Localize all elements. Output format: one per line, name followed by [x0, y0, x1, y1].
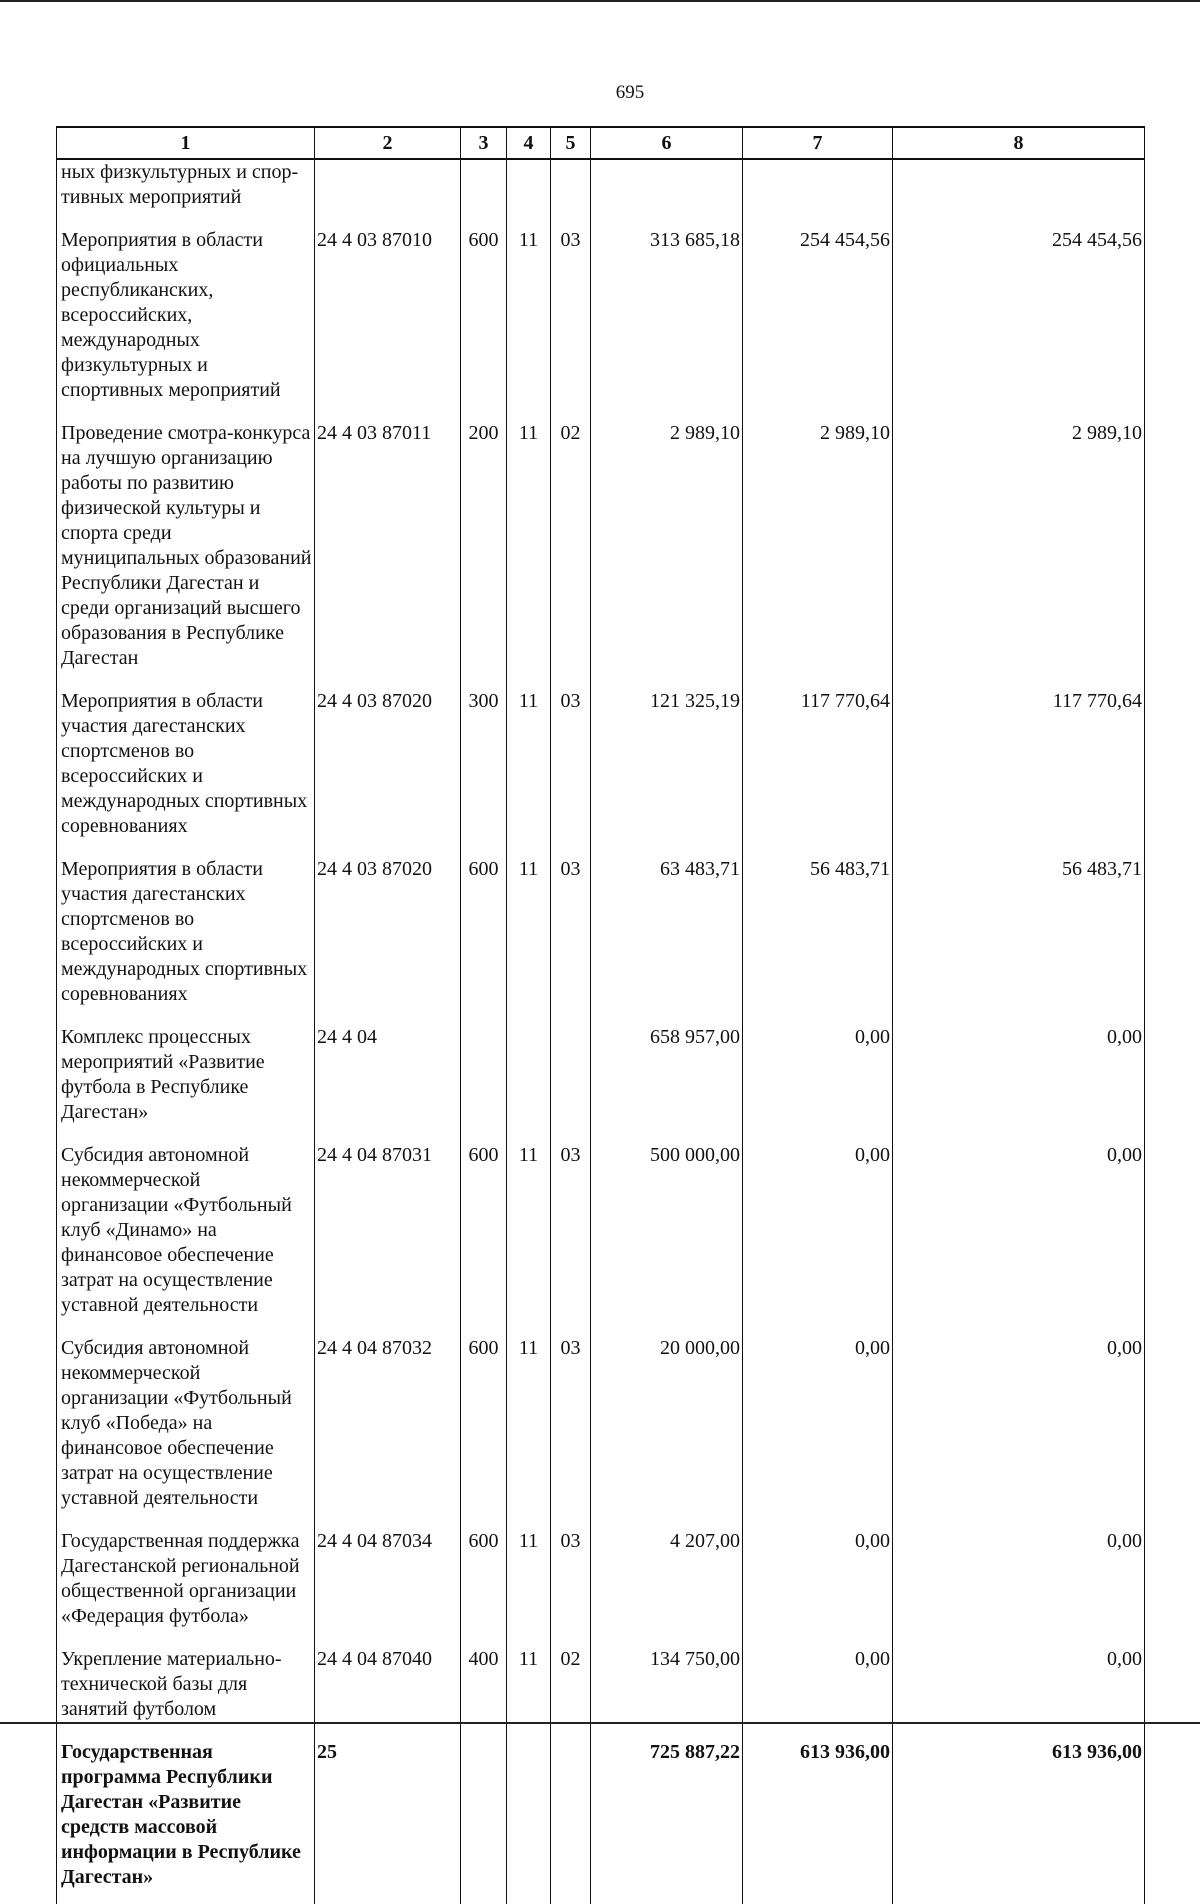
row-col5-cell: 03 — [551, 1143, 591, 1336]
row-col5-cell: 02 — [551, 1647, 591, 1740]
table-row — [57, 689, 1145, 857]
row-col3-cell: 200 — [461, 421, 507, 689]
top-edge-rule — [0, 0, 1200, 2]
row-col4-cell: 11 — [507, 1647, 551, 1740]
row-col3-cell: 600 — [461, 1336, 507, 1529]
row-code-cell — [315, 159, 461, 228]
row-col4-cell: 11 — [507, 1143, 551, 1336]
row-code-cell: 24 4 04 87034 — [315, 1529, 461, 1647]
row-amount-col7-cell: 56 483,71 — [743, 857, 893, 1025]
row-amount-col8-cell: 0,00 — [893, 1529, 1145, 1647]
row-amount-col6-cell: 134 750,00 — [591, 1647, 743, 1740]
row-col3-cell: 400 — [461, 1647, 507, 1740]
table-row — [57, 1336, 1145, 1529]
row-col4-cell — [507, 1025, 551, 1143]
row-amount-col6-cell: 658 957,00 — [591, 1025, 743, 1143]
row-code-cell: 24 4 04 87032 — [315, 1336, 461, 1529]
row-amount-col7-cell: 0,00 — [743, 1025, 893, 1143]
row-amount-col6-cell: 20 000,00 — [591, 1336, 743, 1529]
table-row — [57, 1025, 1145, 1143]
row-name-cell: ных физкультурных и спор-тивных мероприятий — [57, 159, 315, 228]
row-code-cell: 24 4 03 87020 — [315, 857, 461, 1025]
row-col3-cell: 600 — [461, 857, 507, 1025]
row-code-cell: 24 4 04 87031 — [315, 1143, 461, 1336]
row-col4-cell — [507, 159, 551, 228]
row-amount-col8-cell: 0,00 — [893, 1647, 1145, 1740]
row-amount-col6-cell: 121 325,19 — [591, 689, 743, 857]
row-col3-cell: 300 — [461, 689, 507, 857]
row-name-cell: Субсидия автономной некоммерческой организации «Футбольный клуб «Победа» на финансовое обеспечение затрат на осуществление уставной деятельности — [57, 1336, 315, 1529]
row-amount-col8-cell: 254 454,56 — [893, 228, 1145, 421]
table-body — [57, 159, 1145, 1904]
row-amount-col8-cell: 0,00 — [893, 1143, 1145, 1336]
column-header: 4 — [507, 127, 551, 159]
row-col5-cell: 03 — [551, 857, 591, 1025]
row-col4-cell: 11 — [507, 1529, 551, 1647]
row-amount-col6-cell: 725 887,22 — [591, 1740, 743, 1904]
row-name-cell: Комплекс процессных мероприятий «Развитие футбола в Республике Дагестан» — [57, 1025, 315, 1143]
column-header: 2 — [315, 127, 461, 159]
row-col5-cell — [551, 1025, 591, 1143]
row-code-cell: 24 4 03 87010 — [315, 228, 461, 421]
row-amount-col8-cell: 56 483,71 — [893, 857, 1145, 1025]
row-amount-col7-cell: 254 454,56 — [743, 228, 893, 421]
row-amount-col8-cell: 613 936,00 — [893, 1740, 1145, 1904]
row-code-cell: 24 4 03 87020 — [315, 689, 461, 857]
table-row — [57, 159, 1145, 228]
row-col4-cell: 11 — [507, 689, 551, 857]
row-amount-col8-cell: 0,00 — [893, 1336, 1145, 1529]
row-col5-cell — [551, 1740, 591, 1904]
row-code-cell: 25 — [315, 1740, 461, 1904]
row-amount-col6-cell: 4 207,00 — [591, 1529, 743, 1647]
row-col5-cell: 02 — [551, 421, 591, 689]
row-amount-col8-cell — [893, 159, 1145, 228]
row-name-cell: Государственная поддержка Дагестанской региональной общественной организации «Федерация футбола» — [57, 1529, 315, 1647]
row-amount-col7-cell: 0,00 — [743, 1647, 893, 1740]
row-name-cell: Мероприятия в области официальных республиканских, всероссийских, международных физкультурных и спортивных мероприятий — [57, 228, 315, 421]
row-col3-cell — [461, 1740, 507, 1904]
table-row — [57, 1143, 1145, 1336]
row-amount-col6-cell: 313 685,18 — [591, 228, 743, 421]
budget-table — [56, 126, 1145, 1904]
row-code-cell: 24 4 04 87040 — [315, 1647, 461, 1740]
row-name-cell: Проведение смотра-конкурса на лучшую организацию работы по развитию физической культуры и спорта среди муниципальных образований Республики Дагестан и среди организаций высшего образования в Республике Дагестан — [57, 421, 315, 689]
row-amount-col6-cell: 2 989,10 — [591, 421, 743, 689]
column-header: 6 — [591, 127, 743, 159]
row-col3-cell: 600 — [461, 228, 507, 421]
row-amount-col8-cell: 117 770,64 — [893, 689, 1145, 857]
row-name-cell: Мероприятия в области участия дагестанских спортсменов во всероссийских и международных спортивных соревнованиях — [57, 857, 315, 1025]
row-amount-col7-cell — [743, 159, 893, 228]
row-col5-cell: 03 — [551, 1336, 591, 1529]
row-amount-col7-cell: 613 936,00 — [743, 1740, 893, 1904]
column-header: 7 — [743, 127, 893, 159]
row-name-cell: Укрепление материально-технической базы для занятий футболом — [57, 1647, 315, 1740]
table-header-row — [57, 127, 1145, 159]
row-name-cell: Мероприятия в области участия дагестанских спортсменов во всероссийских и международных спортивных соревнованиях — [57, 689, 315, 857]
row-amount-col7-cell: 0,00 — [743, 1143, 893, 1336]
row-amount-col8-cell: 0,00 — [893, 1025, 1145, 1143]
row-amount-col6-cell — [591, 159, 743, 228]
row-code-cell: 24 4 04 — [315, 1025, 461, 1143]
row-col5-cell — [551, 159, 591, 228]
row-col4-cell — [507, 1740, 551, 1904]
row-col4-cell: 11 — [507, 228, 551, 421]
row-amount-col7-cell: 0,00 — [743, 1529, 893, 1647]
row-col4-cell: 11 — [507, 1336, 551, 1529]
row-amount-col7-cell: 2 989,10 — [743, 421, 893, 689]
table-row — [57, 857, 1145, 1025]
column-header: 8 — [893, 127, 1145, 159]
row-col5-cell: 03 — [551, 1529, 591, 1647]
row-col3-cell — [461, 159, 507, 228]
column-header: 3 — [461, 127, 507, 159]
column-header: 1 — [57, 127, 315, 159]
row-name-cell: Государственная программа Республики Дагестан «Развитие средств массовой информации в Республике Дагестан» — [57, 1740, 315, 1904]
column-header: 5 — [551, 127, 591, 159]
page-number: 695 — [615, 82, 645, 103]
row-col5-cell: 03 — [551, 228, 591, 421]
row-col3-cell: 600 — [461, 1143, 507, 1336]
row-amount-col7-cell: 117 770,64 — [743, 689, 893, 857]
row-amount-col6-cell: 63 483,71 — [591, 857, 743, 1025]
row-col4-cell: 11 — [507, 857, 551, 1025]
row-amount-col8-cell: 2 989,10 — [893, 421, 1145, 689]
table-row — [57, 1529, 1145, 1647]
row-code-cell: 24 4 03 87011 — [315, 421, 461, 689]
row-amount-col7-cell: 0,00 — [743, 1336, 893, 1529]
table-row — [57, 1647, 1145, 1740]
row-col4-cell: 11 — [507, 421, 551, 689]
table-row — [57, 228, 1145, 421]
row-name-cell: Субсидия автономной некоммерческой организации «Футбольный клуб «Динамо» на финансовое обеспечение затрат на осуществление уставной деятельности — [57, 1143, 315, 1336]
row-col3-cell: 600 — [461, 1529, 507, 1647]
row-col5-cell: 03 — [551, 689, 591, 857]
table-row — [57, 421, 1145, 689]
table-row — [57, 1740, 1145, 1904]
row-col3-cell — [461, 1025, 507, 1143]
row-amount-col6-cell: 500 000,00 — [591, 1143, 743, 1336]
